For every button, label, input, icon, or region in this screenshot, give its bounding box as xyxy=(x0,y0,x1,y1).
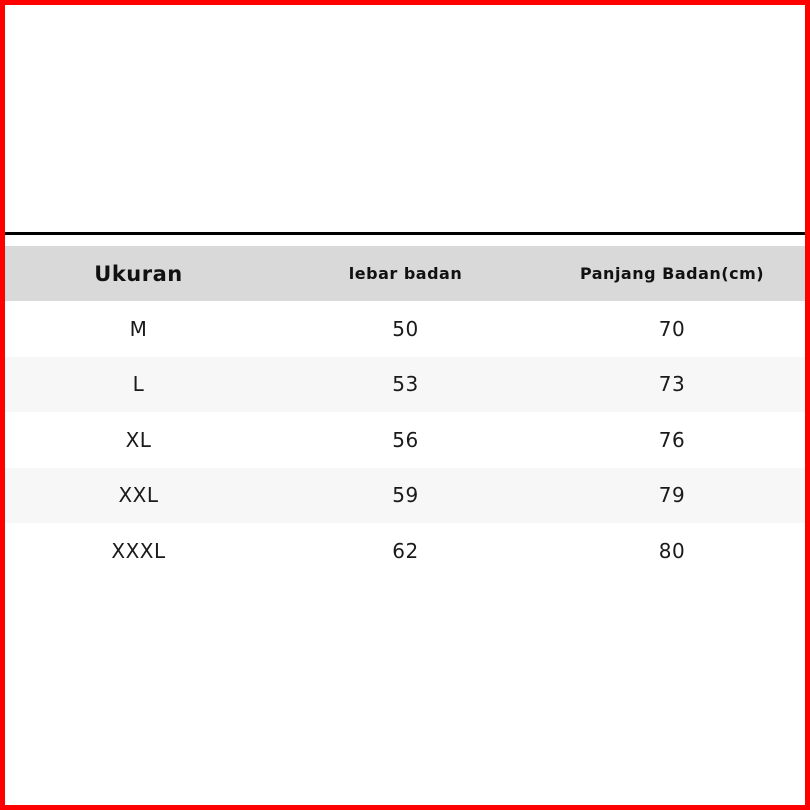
table-row xyxy=(5,523,805,579)
header-body-width: lebar badan xyxy=(348,264,463,283)
size-cell: XXXL xyxy=(111,538,166,563)
width-cell: 62 xyxy=(392,538,419,563)
length-cell: 73 xyxy=(658,372,686,397)
table-header-row xyxy=(5,246,805,301)
size-cell: L xyxy=(132,372,145,397)
divider-line xyxy=(5,232,805,235)
table-row xyxy=(5,468,805,524)
size-cell: M xyxy=(129,316,148,341)
size-chart-table xyxy=(5,246,805,579)
width-cell: 50 xyxy=(392,316,419,341)
header-body-length: Panjang Badan(cm) xyxy=(579,264,765,283)
width-cell: 53 xyxy=(392,372,419,397)
table-row xyxy=(5,301,805,357)
length-cell: 80 xyxy=(658,538,686,563)
size-cell: XXL xyxy=(118,483,159,508)
table-row xyxy=(5,357,805,413)
size-cell: XL xyxy=(125,427,152,452)
width-cell: 59 xyxy=(392,483,419,508)
width-cell: 56 xyxy=(392,427,419,452)
length-cell: 70 xyxy=(658,316,686,341)
header-size: Ukuran xyxy=(94,261,183,286)
length-cell: 76 xyxy=(658,427,686,452)
length-cell: 79 xyxy=(658,483,686,508)
table-row xyxy=(5,412,805,468)
